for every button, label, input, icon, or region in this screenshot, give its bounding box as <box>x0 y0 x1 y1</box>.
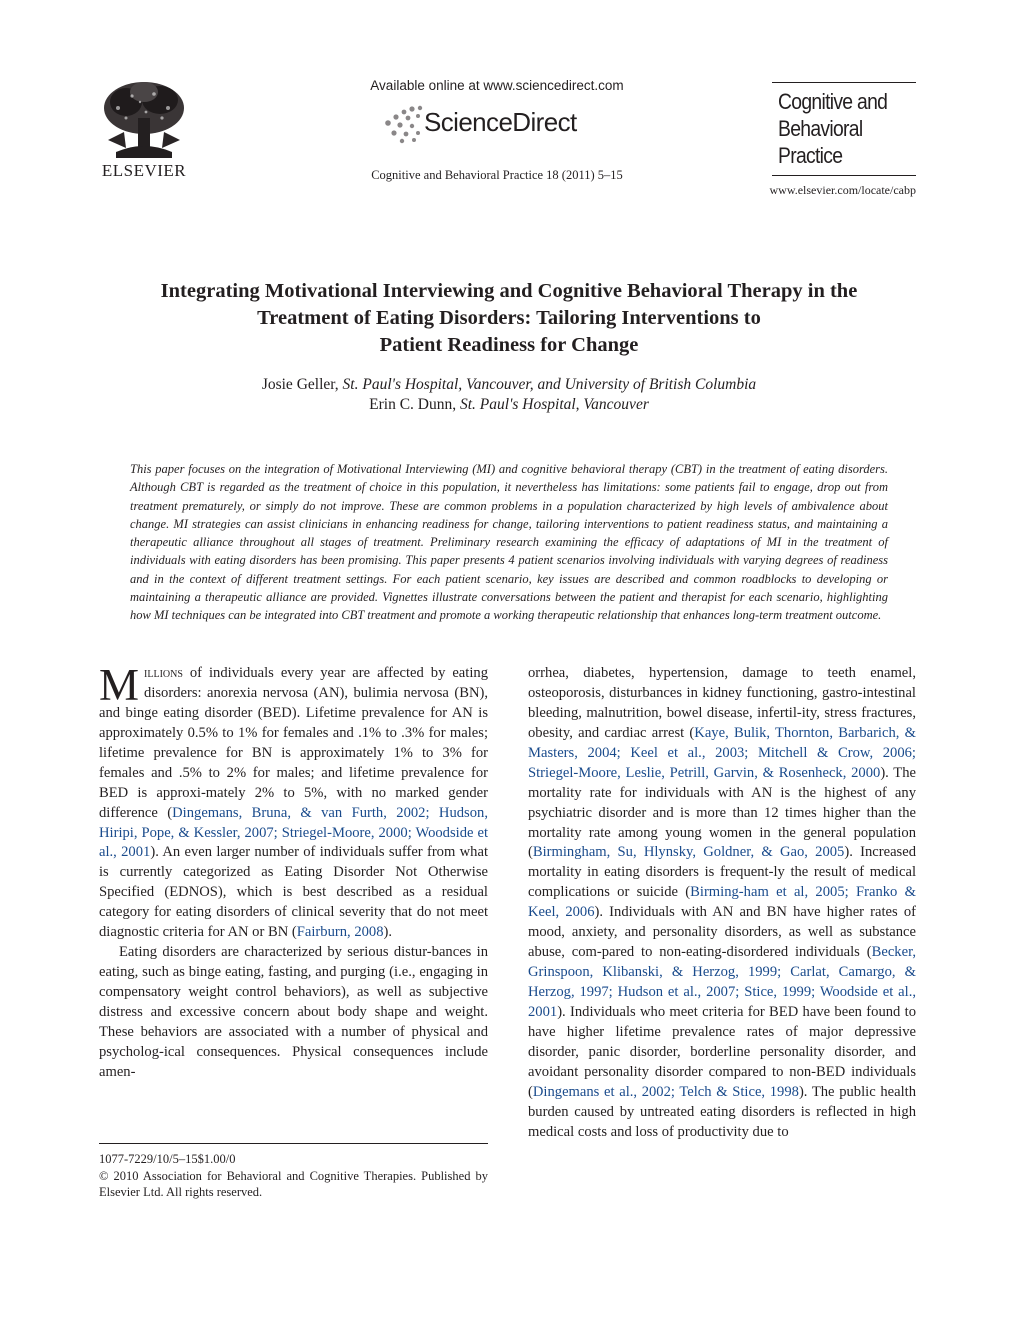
elsevier-tree-icon <box>96 78 192 162</box>
paragraph-3-text-4: ). Individuals with AN and BN have higher rates of mood, anxiety, and personality disorders, as well as substance abuse, com-pared to non-eating-disordered individuals ( <box>528 904 916 961</box>
author-2-name: Erin C. Dunn, <box>369 396 457 413</box>
author-2-affiliation: St. Paul's Hospital, Vancouver <box>459 396 649 413</box>
citation-link-1[interactable]: Dingemans, Bruna, & van Furth, 2002; Hudson, Hiripi, Pope, & Kessler, 2007; Striegel-Moore, 2000; Woodside et al., 2001 <box>99 804 488 861</box>
citation-link-4[interactable]: Birmingham, Su, Hlynsky, Goldner, & Gao, 2005 <box>532 844 845 861</box>
journal-name-line-1: Cognitive and <box>778 89 888 114</box>
center-header <box>300 78 694 182</box>
journal-name-line-2: Behavioral <box>778 116 863 141</box>
paragraph-3-text-3: ). Increased mortality in eating disorders is frequent-ly the result of medical complications or suicide ( <box>528 844 917 901</box>
footnote-issn: 1077-7229/10/5–15$1.00/0 <box>99 1152 236 1166</box>
available-online-text[interactable]: Available online at www.sciencedirect.com <box>370 78 624 93</box>
author-1-name: Josie Geller, <box>261 376 339 393</box>
sciencedirect-logo <box>300 99 694 145</box>
paragraph-1 <box>99 660 488 943</box>
title-line-3: Patient Readiness for Change <box>379 334 639 356</box>
paragraph-1-text-a: of individuals every year are affected by eating disorders: anorexia nervosa (AN), bulimia nervosa (BN), and binge eating disorder (BED). Lifetime prevalence for AN is approximately 0.5% to 1% for females and .1% to .3% for males; lifetime prevalence for BN is approximately 1% to 3% for females and .5% to 2% for males; and lifetime prevalence for BED is approxi-mately 2% to 5%, with no marked gender difference ( <box>99 665 488 821</box>
elsevier-wordmark: ELSEVIER <box>101 161 187 180</box>
body-column-right <box>528 664 916 1143</box>
author-1-affiliation: St. Paul's Hospital, Vancouver, and University of British Columbia <box>342 376 757 393</box>
title-line-2: Treatment of Eating Disorders: Tailoring Interventions to <box>257 307 761 329</box>
paragraph-1-text-b: ). An even larger number of individuals suffer from what is currently categorized as Eating Disorder Not Otherwise Specified (EDNOS), which is best described as a residual category for eating disorders of clinical severity that do not meet diagnostic criteria for AN or BN ( <box>99 844 488 941</box>
citation-link-5[interactable]: Birming-ham et al, 2005; Franko & Keel, 2006 <box>528 884 916 921</box>
paragraph-2: Eating disorders are characterized by serious distur-bances in eating, such as binge eating, fasting, and purging (i.e., engaging in compensatory weight control behaviors), as well as subjective distress and excessive concern about body shape and weight. These behaviors are associated with a number of physical and psycholog-ical consequences. Physical consequences include amen- <box>99 944 488 1080</box>
lead-smallcaps: illions <box>144 665 183 681</box>
author-2 <box>96 395 922 415</box>
citation-link-2[interactable]: Fairburn, 2008 <box>296 924 384 941</box>
journal-citation: Cognitive and Behavioral Practice 18 (2011) 5–15 <box>371 168 623 182</box>
footnote-divider <box>99 1143 488 1144</box>
paragraph-3-text-6: ). The public health burden caused by untreated eating disorders is reflected in high medical costs and loss of productivity due to <box>528 1083 917 1140</box>
citation-link-3[interactable]: Kaye, Bulik, Thornton, Barbarich, & Masters, 2004; Keel et al., 2003; Mitchell & Crow, 2006; Striegel-Moore, Leslie, Petrill, Garvin, & Rosenheck, 2000 <box>528 724 916 781</box>
sciencedirect-dots-icon <box>382 105 428 145</box>
journal-url[interactable]: www.elsevier.com/locate/cabp <box>769 183 916 197</box>
author-list <box>96 375 922 415</box>
paragraph-3-text-1: orrhea, diabetes, hypertension, damage to teeth enamel, osteoporosis, disturbances in kidney functioning, gastro-intestinal bleeding, malnutrition, bowel disease, infertil-ity, stress fractures, obesity, and cardiac arrest ( <box>528 665 916 741</box>
author-1 <box>96 375 922 395</box>
paragraph-1-text-c: ). <box>383 924 393 941</box>
paragraph-3-text-2: ). The mortality rate for individuals with AN is the highest of any psychiatric disorder and is more than 12 times higher than the mortality rate among young women in the general population ( <box>528 764 916 861</box>
paragraph-3-text-5: ). Individuals who meet criteria for BED have been found to have higher lifetime prevalence rates of major depressive disorder, panic disorder, borderline personality disorder, and avoidant personality disorder compared to non-BED individuals ( <box>528 1003 916 1100</box>
journal-name-box <box>772 82 916 176</box>
title-line-1: Integrating Motivational Interviewing and Cognitive Behavioral Therapy in the <box>160 280 858 302</box>
paragraph-3 <box>528 664 916 1143</box>
citation-link-6[interactable]: Becker, Grinspoon, Klibanski, & Herzog, 1999; Carlat, Camargo, & Herzog, 1997; Hudson et al., 2007; Stice, 1999; Woodside et al., 2001 <box>528 944 916 1020</box>
citation-link-7[interactable]: Dingemans et al., 2002; Telch & Stice, 1998 <box>532 1083 799 1100</box>
abstract: This paper focuses on the integration of Motivational Interviewing (MI) and cognitive behavioral therapy (CBT) in the treatment of eating disorders. Although CBT is regarded as the treatment of choice in this population, it nevertheless has limitations: some patients fail to engage, drop out from treatment prematurely, or simply do not improve. These are common problems in a population characterized by high levels of ambivalence about change. MI strategies can assist clinicians in enhancing readiness for change, tailoring interventions to patient readiness status, and maintaining a therapeutic alliance throughout all stages of treatment. Preliminary research examining the efficacy of adaptations of MI in the treatment of individuals with eating disorders has been promising. This paper presents 4 patient scenarios involving individuals with varying degrees of readiness and in the context of different treatment settings. For each patient scenario, key issues are described and common roadblocks to developing or maintaining a therapeutic alliance are provided. Vignettes illustrate conversations between the patient and therapist for each scenario, highlighting how MI techniques can be integrated into CBT treatment and promote a working therapeutic relationship that enhances long-term treatment outcome. <box>130 462 888 623</box>
article-title <box>96 278 922 359</box>
drop-cap: M <box>99 660 140 710</box>
body-column-left <box>99 660 488 1083</box>
journal-name-line-3: Practice <box>778 143 843 168</box>
elsevier-logo <box>96 78 192 182</box>
footnote-copyright: © 2010 Association for Behavioral and Cognitive Therapies. Published by Elsevier Ltd. All rights reserved. <box>99 1168 488 1199</box>
footnote <box>99 1151 488 1201</box>
sciencedirect-wordmark: ScienceDirect <box>424 107 577 137</box>
